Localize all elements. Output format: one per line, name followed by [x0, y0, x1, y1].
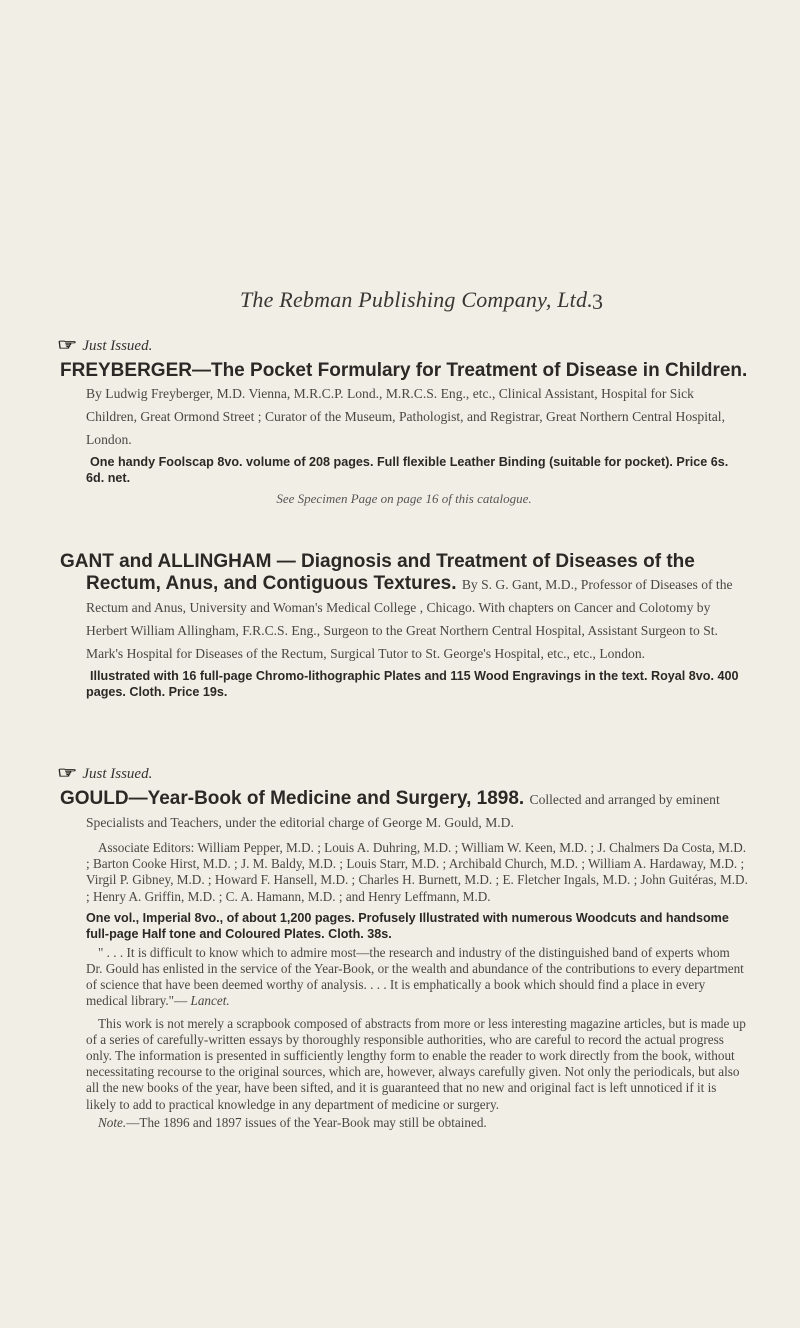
pointing-hand-icon: ☞ — [57, 765, 78, 782]
entry-note: See Specimen Page on page 16 of this catalogue. — [276, 491, 532, 506]
entry-heading: FREYBERGER—The Pocket Formulary for Treatment of Disease in Children. By Ludwig Freyberger, M.D. Vienna, M.R.C.P. Lond., M.R.C.S. Eng., etc., Clinical Assistant, Hospital for Sick Children, Great Ormond Street ; Curator of the Museum, Pathologist, and Registrar, Great Northern Central Hospital, London. — [60, 360, 748, 447]
entry-author: By S. G. Gant, M.D., Professor of Diseases of the Rectum and Anus, University and Woman's Medical College , Chicago. With chapters on Cancer and Colotomy by Herbert William Allingham, F.R.C.S. Eng., Surgeon to the Great Northern Central Hospital, Assistant Surgeon to St. Mark's Hospital for Diseases of the Rectum, Surgical Tutor to St. George's Hospital, etc., etc., London. — [86, 577, 733, 661]
running-head — [240, 287, 604, 314]
just-issued-flag: ☞ Just Issued. — [57, 337, 153, 354]
entry-freyberger — [57, 335, 748, 507]
entry-heading: GOULD—Year-Book of Medicine and Surgery, 1898. Collected and arranged by eminent Specialists and Teachers, under the editorial charge of George M. Gould, M.D. — [60, 788, 720, 830]
issues-note: Note.—The 1896 and 1897 issues of the Year-Book may still be obtained. — [98, 1114, 487, 1130]
entry-heading: GANT and ALLINGHAM — Diagnosis and Treatment of Diseases of the Rectum, Anus, and Contiguous Textures. By S. G. Gant, M.D., Professor of Diseases of the Rectum and Anus, University and Woman's Medical College , Chicago. With chapters on Cancer and Colotomy by Herbert William Allingham, F.R.C.S. Eng., Surgeon to the Great Northern Central Hospital, Assistant Surgeon to St. Mark's Hospital for Diseases of the Rectum, Surgical Tutor to St. George's Hospital, etc., etc., London. — [60, 551, 733, 661]
entry-gant-allingham — [60, 551, 748, 700]
entry-spec: One handy Foolscap 8vo. volume of 208 pages. Full flexible Leather Binding (suitable for pocket). Price 6s. 6d. net. — [86, 455, 729, 485]
quote-source: Lancet. — [190, 993, 230, 1009]
entry-spec: Illustrated with 16 full-page Chromo-lithographic Plates and 115 Wood Engravings in the text. Royal 8vo. 400 pages. Cloth. Price 19s. — [86, 669, 739, 699]
note-label: Note. — [98, 1114, 127, 1130]
pointing-hand-icon: ☞ — [57, 337, 78, 354]
entry-author: Collected and arranged by eminent Specialists and Teachers, under the editorial charge of George M. Gould, M.D. — [86, 792, 720, 830]
entry-spec: One vol., Imperial 8vo., of about 1,200 pages. Profusely Illustrated with numerous Woodcuts and handsome full-page Half tone and Coloured Plates. Cloth. 38s. — [86, 910, 729, 941]
running-head-title: The Rebman Publishing Company, Ltd. — [240, 287, 593, 312]
entry-gould — [57, 763, 748, 1131]
description-paragraph: This work is not merely a scrapbook composed of abstracts from more or less interesting magazine articles, but is made up of a series of carefully-written essays by thoroughly responsible authorities, who are careful to record the actual progress only. The information is presented in sufficiently lengthy form to enable the reader to work directly from the book, without necessitating recourse to the original sources, which are, however, always carefully given. Not only the periodicals, but also all the new books of the year, have been sifted, and it is guaranteed that no new and original fact is left unnoticed if it is likely to add to practical knowledge in any department of medicine or surgery. — [86, 1015, 746, 1112]
just-issued-flag: ☞ Just Issued. — [57, 765, 153, 782]
entry-author: By Ludwig Freyberger, M.D. Vienna, M.R.C.P. Lond., M.R.C.S. Eng., etc., Clinical Assistant, Hospital for Sick Children, Great Ormond Street ; Curator of the Museum, Pathologist, and Registrar, Great Northern Central Hospital, London. — [86, 386, 725, 447]
review-quote: " . . . It is difficult to know which to admire most—the research and industry of the distinguished band of experts whom Dr. Gould has enlisted in the service of the Year-Book, or the wealth and abundance of the contributions to every department of science that have been deemed worthy of analysis. . . . It is emphatically a book which should find a place in every medical library."— Lancet. — [86, 944, 744, 1009]
page-number: 3 — [592, 289, 604, 314]
associate-editors: Associate Editors: William Pepper, M.D. ; Louis A. Duhring, M.D. ; William W. Keen, M.D. ; J. Chalmers Da Costa, M.D. ; Barton Cooke Hirst, M.D. ; J. M. Baldy, M.D. ; Louis Starr, M.D. ; Archibald Church, M.D. ; William A. Hardaway, M.D. ; Virgil P. Gibney, M.D. ; Howard F. Hansell, M.D. ; Charles H. Burnett, M.D. ; E. Fletcher Ingals, M.D. ; John Guitéras, M.D. ; Henry A. Griffin, M.D. ; C. A. Hamann, M.D. ; and Henry Leffmann, M.D. — [86, 840, 748, 904]
